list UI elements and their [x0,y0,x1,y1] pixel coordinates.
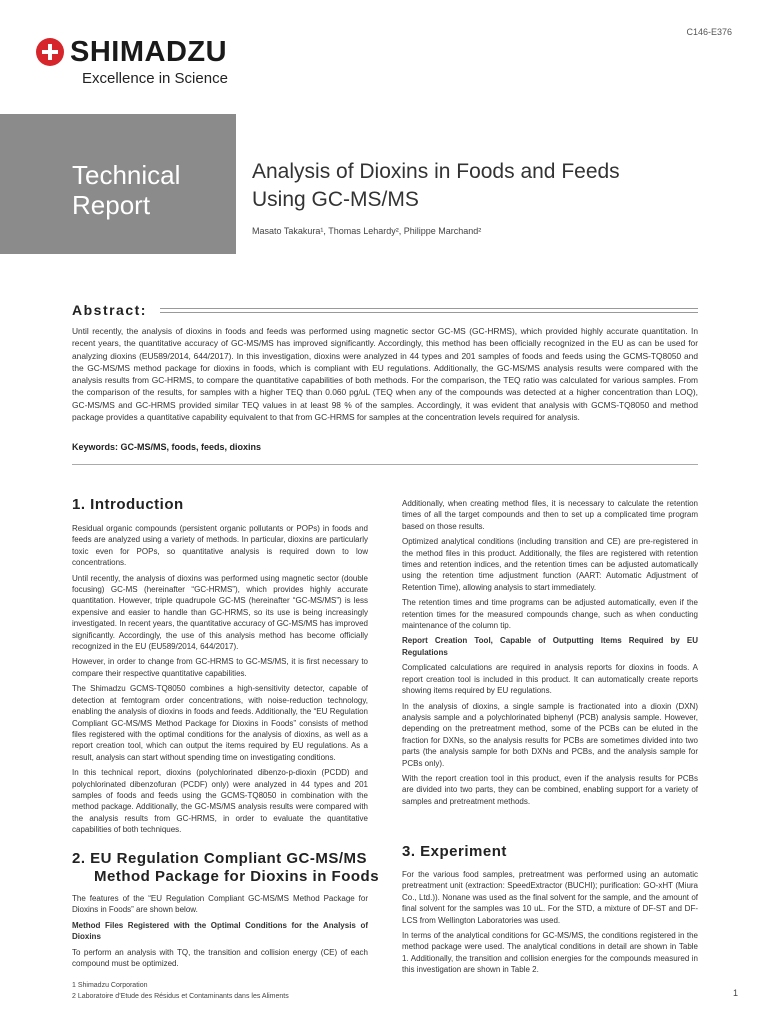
intro-paragraph-3: However, in order to change from GC-HRMS to GC-MS/MS, it is first necessary to compare their respective quantitative capabilities. [72,657,368,678]
brand-tagline: Excellence in Science [82,70,228,87]
page-title [252,158,722,214]
right-column-body [402,498,698,811]
page-number: 1 [732,988,738,998]
report-tool-subheading: Report Creation Tool, Capable of Outputting Items Required by EU Regulations [402,636,698,657]
eu-paragraph-2: To perform an analysis with TQ, the transition and collision energy (CE) of each compound must be optimized. [72,947,368,969]
right-paragraph-4: Complicated calculations are required in analysis reports for dioxins in foods. A report creation tool is included in this product. It can automatically create reports showing items required by EU regulations. [402,663,698,696]
report-label-line-1: Technical [72,160,181,190]
eu-body [72,893,368,973]
footnote-1: 1 Shimadzu Corporation [72,982,148,989]
experiment-heading: 3. Experiment [402,843,507,860]
intro-paragraph-2: Until recently, the analysis of dioxins was performed using magnetic sector (double focusing) GC-MS (hereinafter “GC-HRMS”), which provides highly accurate quantitation. However, triple quadrupole GC-MS (hereinafter “GC-MS/MS”) is less expensive and easier to handle than GC-HRMS, so its use is being increasingly investigated. In recent years, the quantitative accuracy of GC-MS/MS has improved significantly. Accordingly, the use of this analysis method has become officially recognized in the EU (EU589/2014, 644/2017). [72,573,368,652]
brand-name: SHIMADZU [70,36,228,68]
eu-heading-line-1: 2. EU Regulation Compliant GC-MS/MS [72,850,368,867]
abstract-rule-top [160,308,698,309]
experiment-body [402,869,698,980]
shimadzu-logo [36,36,251,86]
experiment-paragraph-2: In terms of the analytical conditions for GC-MS/MS, the conditions registered in the method package were used. The analytical conditions in detail are shown in Table 1. Additionally, the transition and collision energies for the compounds measured in this investigation are shown in Table 2. [402,931,698,975]
authors: Masato Takakura¹, Thomas Lehardy², Philippe Marchand² [252,226,482,236]
right-paragraph-1: Additionally, when creating method files, it is necessary to calculate the retention times of all the target compounds and then to set up a complicated time program based on those results. [402,499,698,531]
intro-paragraph-1: Residual organic compounds (persistent organic pollutants or POPs) in foods and feeds are analyzed using a variety of methods. In particular, dioxins are particularly toxic even for POPs, so quantitative analysis is required down to low concentrations. [72,524,368,568]
eu-subheading-method-files: Method Files Registered with the Optimal Conditions for the Analysis of Dioxins [72,920,368,942]
abstract-heading: Abstract: [72,302,147,318]
title-line-1: Analysis of Dioxins in Foods and Feeds [252,160,620,183]
eu-heading-line-2: Method Package for Dioxins in Foods [94,868,380,885]
technical-report-label [72,160,180,220]
right-paragraph-3: The retention times and time programs can be adjusted automatically, even if the retention times for the measured compounds change, such as when conducting maintenance of the column tip. [402,598,698,631]
footnotes [72,980,289,1002]
eu-heading [72,850,382,886]
abstract-text: Until recently, the analysis of dioxins in foods and feeds was performed using magnetic sector GC-MS (GC-HRMS), which provided highly accurate quantitation. In recent years, the quantitative accuracy of GC-MS/MS has improved significantly. Accordingly, this method has been officially recognized in the EU as can be used for analyzing dioxins (EU589/2014, 644/2017). In this investigation, dioxins were analyzed in 44 types and 201 samples of foods and feeds using the GCMS-TQ8050 and the GC-MS/MS method package for dioxins in foods, which is compliant with EU regulations. Additionally, the GC-MS/MS analysis results were compared with the analysis results from GC-HRMS, to compare the quantitative capabilities of both methods. For the comparison, the TEQ ratio was calculated for various samples. From the comparison of the results, for samples with a higher TEQ than 0.060 pg/uL (TEQ when any of the compounds was detected at a higher concentration than LOQ), GC-MS/MS and GC-HRMS provided similar TEQ values in at least 98 % of the samples. Accordingly, it was evident that analysis with GCMS-TQ8050 and method package provides a quantitative capability equivalent to that from GC-HRMS for samples at the concentration levels required for analysis. [72,326,698,423]
footnote-2: 2 Laboratoire d’Etude des Résidus et Contaminants dans les Aliments [72,993,289,1000]
eu-paragraph-1: The features of the “EU Regulation Compliant GC-MS/MS Method Package for Dioxins in Foods” are shown below. [72,894,368,915]
title-line-2: Using GC-MS/MS [252,188,419,211]
intro-paragraph-5: In this technical report, dioxins (polychlorinated dibenzo-p-dioxin (PCDD) and polychlorinated dibenzofuran (PCDF) only) were analyzed in 44 types and 201 samples of foods and feeds using the GCMS-TQ8050 in combination with the method package. Additionally, the GC-MS/MS analysis results were compared with the analysis results from GC-HRMS, in order to evaluate the quantitative capabilities of both techniques. [72,768,368,835]
section-divider [72,464,698,465]
abstract-rule-bottom [160,312,698,313]
document-number: C146-E376 [686,27,732,37]
intro-heading: 1. Introduction [72,496,184,513]
intro-body [72,523,368,840]
right-paragraph-6: With the report creation tool in this product, even if the analysis results for PCBs are divided into two parts, they can be combined, enabling support for a variety of samples and pretreatment methods. [402,773,698,806]
technical-report-box [0,114,236,254]
right-paragraph-2: Optimized analytical conditions (including transition and CE) are pre-registered in the method files in this product. Additionally, the files are registered with retention times and retention indices, and the retention times can be adjusted automatically using the retention time adjustment function (AART: Automatic Adjustment of Retention Time), allowing analysis to start immediately. [402,537,698,592]
report-label-line-2: Report [72,190,151,220]
shimadzu-mark-icon [36,38,64,66]
right-paragraph-5: In the analysis of dioxins, a single sample is fractionated into a dioxin (DXN) analysis sample and a polychlorinated biphenyl (PCB) analysis sample. However, depending on the pretreatment method, some of the PCBs can be eluted in the fraction for DXNs, so the analysis results for PCBs are sometimes divided into two parts (the analysis sample for both DXNs and PCBs, and the analysis sample for PCBs only). [402,701,698,768]
keywords: Keywords: GC-MS/MS, foods, feeds, dioxins [72,442,262,452]
intro-paragraph-4: The Shimadzu GCMS-TQ8050 combines a high-sensitivity detector, capable of detection at femtogram order concentrations, with noise-reduction technology, enabling the analysis of dioxins in foods and feeds. Additionally, the “EU Regulation Compliant GC-MS/MS Method Package for Dioxins in Foods” consists of method files registered with the optimal conditions for the analysis of dioxins, as well as a report creation tool, which can output the items required by EU regulations. As a result, analysis can start without spending time on investigating conditions. [72,684,368,762]
experiment-paragraph-1: For the various food samples, pretreatment was performed using an automatic pretreatment unit (extraction: SpeedExtractor (BUCHI); purification: GO-xHT (Miura Co., Ltd.)). Nonane was used as the final solvent for the sample, and the amount of final solvent for the samples was 10 uL. For the STD, a mixture of DF-ST and DF-LCS from Wellington Laboratories was used. [402,870,698,925]
